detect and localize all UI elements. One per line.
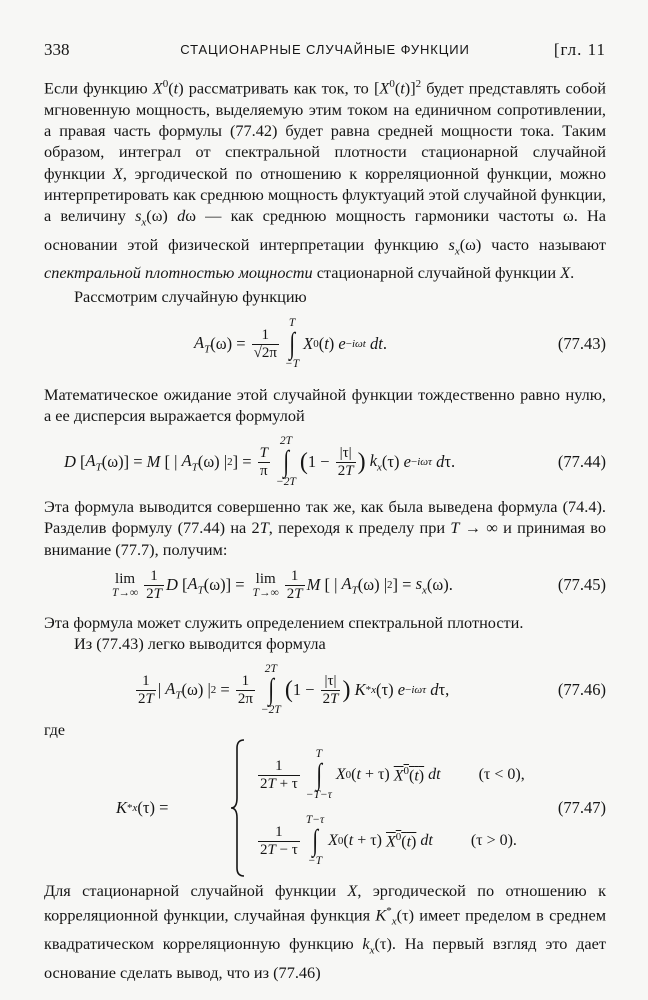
paragraph-consider: Рассмотрим случайную функцию: [74, 287, 307, 306]
paragraph-definition: Эта формула может служить определением спектральной плотности.: [44, 613, 524, 632]
equation-number: (77.44): [557, 452, 606, 471]
page-number: 338: [44, 40, 70, 59]
equation-77-45: lim T→∞ $\frac{1}{2T}$ D [ $A_T$ (ω)] = lim T→∞ $\frac{1}{2T}$ M [ | $A_T$ (ω) | 2 ] = $s_x$ (ω). (77.45): [112, 567, 606, 602]
equation-77-43: $A_T$ (ω) = $\frac{1}{√2\pi}$ T ∫ −T X 0 ( t ) e −iωt dt . (77.43): [194, 316, 606, 370]
equation-number: (77.47): [557, 798, 606, 817]
case-tau-negative: $\frac{1}{2T + \tau}$ T ∫ −T−τ X 0 ( t + τ) $X^0(t)$ dt (τ < 0),: [260, 747, 525, 801]
paragraph-expectation: Математическое ожидание этой случайной функции тождественно равно нулю, а ее дисперсия выражается формулой: [44, 385, 606, 426]
equation-number: (77.45): [557, 575, 606, 594]
left-brace-icon: [230, 738, 246, 878]
equation-77-47: K * x (τ) = $\frac{1}{2T + \tau}$ T ∫ −T−τ X 0 ( t + τ) $X^0(t)$ dt (τ < 0), $\frac{1}{2T - \tau}$ T−τ ∫ −T X 0 ( t + τ) $X^0(t)$ dt (τ > 0). (77.47): [44, 738, 606, 878]
running-header: [44, 40, 606, 64]
paragraph-power-interpretation: Если функцию $X^0(t)$ рассматривать как ток, то $[X^0(t)]^2$ будет представлять собой мгновенную мощность, выделяемую этим током на единичном сопротивлении, а правая часть формулы (77.42) будет равна средней мощности тока. Таким образом, интеграл от спектральной плотности стационарной случайной функции X, эргодической по отношению к корреляционной функции, можно интерпретировать как среднюю мощность флуктуаций этой случайной функции, а величину $s_x(\omega)$ dω — как среднюю мощность гармоники частоты ω. На основании этой физической интерпретации функцию $s_x(\omega)$ часто называют спектральной плотностью мощности стационарной случайной функции X.: [44, 78, 606, 283]
paragraph-from-77-43: Из (77.43) легко выводится формула: [74, 634, 326, 653]
equation-number: (77.46): [557, 680, 606, 699]
equation-77-46: $\frac{1}{2T}$ | $A_T$ (ω) | 2 = $\frac{1}{2\pi}$ 2T ∫ −2T ( 1 − $\frac{|\tau|}{2T}$ ) K * x (τ) e −iωτ d τ, (77.46): [138, 662, 606, 716]
running-title: СТАЦИОНАРНЫЕ СЛУЧАЙНЫЕ ФУНКЦИИ: [180, 42, 470, 57]
equation-77-44: D [ $A_T$ (ω)] = M [ | $A_T$ (ω) | 2 ] = $\frac{T}{\pi}$ 2T ∫ −2T ( 1 − $\frac{|\tau|}{2T}$ ) $k_x$ (τ) e −iωτ d τ. (77.44): [64, 434, 606, 488]
paragraph-derivation: Эта формула выводится совершенно так же, как была выведена формула (74.4). Разделив формулу (77.44) на 2T, переходя к пределу при T → ∞ и принимая во внимание (77.7), получим:: [44, 497, 607, 559]
paragraph-conclusion: Для стационарной случайной функции X, эргодической по отношению к корреляционной функции, случайная функция $K^*_x(\tau)$ имеет пределом в среднем квадратическом корреляционную функцию $k_x(\tau)$. На первый взгляд это дает основание сделать вывод, что из (77.46): [44, 881, 606, 982]
where-label: где: [44, 722, 66, 739]
equation-number: (77.43): [557, 334, 606, 353]
chapter-label: [гл. 11: [553, 40, 606, 59]
case-tau-positive: $\frac{1}{2T - \tau}$ T−τ ∫ −T X 0 ( t + τ) $X^0(t)$ dt (τ > 0).: [260, 813, 517, 867]
